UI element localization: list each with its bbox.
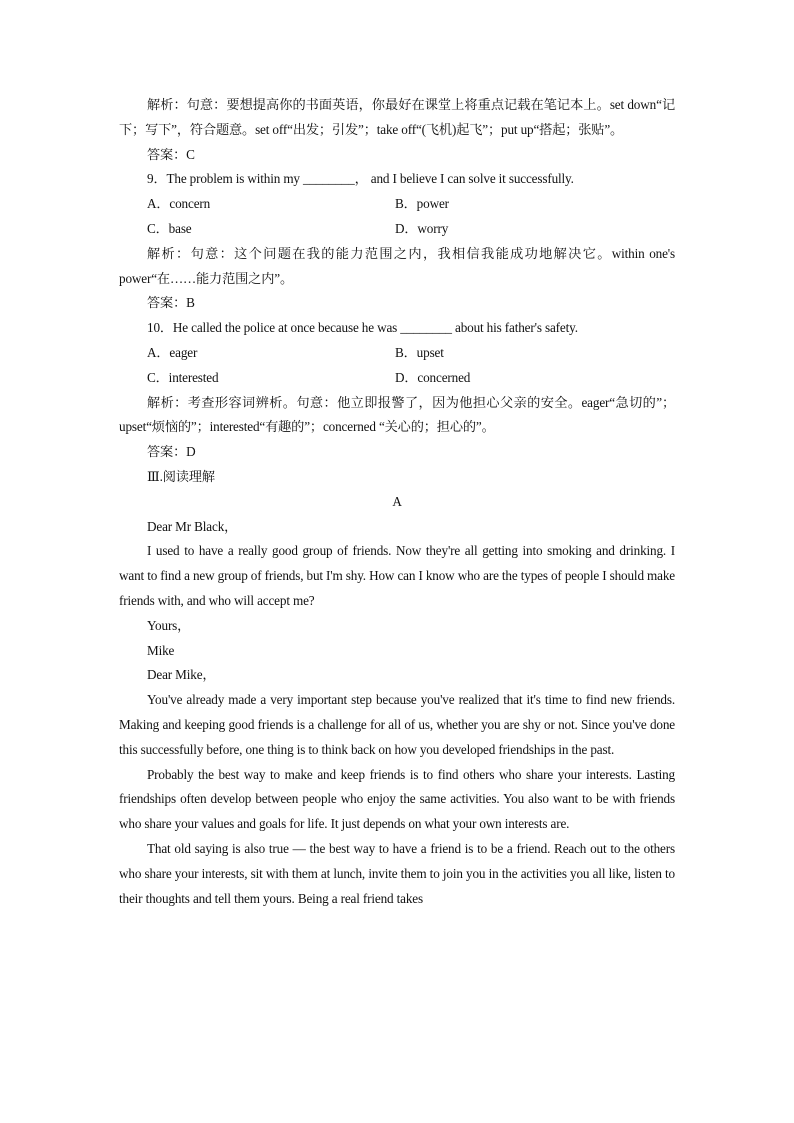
- option-d: D．worry: [395, 220, 449, 236]
- analysis-q10: 解析：考查形容词辨析。句意：他立即报警了，因为他担心父亲的安全。eager“急切的”；upset“烦恼的”；interested“有趣的”；concerned “关心的；担心的”。: [119, 394, 675, 435]
- passage-label: A: [392, 493, 402, 509]
- letter1-signature: Mike: [147, 642, 175, 658]
- letter2-paragraph: You've already made a very important step because you've realized that it's time to find new friends. Making and keeping good friends is a challenge for all of us, whether you are shy or not. Since you've done this successfully before, one thing is to think back on how you developed friendships in the past.: [119, 692, 675, 757]
- analysis-q9: 解析：句意：这个问题在我的能力范围之内，我相信我能成功地解决它。within one's power“在……能力范围之内”。: [119, 245, 675, 286]
- option-c: C．interested: [147, 369, 219, 385]
- options-q10-row2: [119, 366, 675, 391]
- options-q9: [119, 192, 675, 217]
- option-b: B．upset: [395, 344, 444, 360]
- options-q9-row2: [119, 217, 675, 242]
- letter2-paragraph: That old saying is also true — the best way to have a friend is to be a friend. Reach out to the others who share your interests, sit with them at lunch, invite them to join you in the activities you all like, listen to their thoughts and tell them yours. Being a real friend takes: [119, 840, 675, 906]
- letter1-greeting: Dear Mr Black，: [147, 518, 238, 534]
- analysis-q8: 解析：句意：要想提高你的书面英语，你最好在课堂上将重点记载在笔记本上。set down“记下；写下”，符合题意。set off“出发；引发”；take off“(飞机)起飞”；put up“搭起；张贴”。: [119, 97, 675, 137]
- question-10: 10．He called the police at once because he was ________ about his father's safety.: [147, 320, 578, 336]
- option-a: A．eager: [147, 344, 198, 360]
- option-c: C．base: [147, 220, 192, 236]
- letter1-closing: Yours，: [147, 617, 191, 633]
- document-content: [119, 93, 675, 911]
- letter2-greeting: Dear Mike，: [147, 667, 216, 683]
- answer-q9: 答案：B: [147, 295, 195, 311]
- option-b: B．power: [395, 196, 449, 212]
- answer-q8: 答案：C: [147, 146, 195, 162]
- option-d: D．concerned: [395, 369, 471, 385]
- answer-q10: 答案：D: [147, 444, 196, 460]
- letter1-body: I used to have a really good group of friends. Now they're all getting into smoking and drinking. I want to find a new group of friends, but I'm shy. How can I know who are the types of people I should make friends with, and who will accept me?: [119, 543, 675, 608]
- question-9: 9．The problem is within my ________， and I believe I can solve it successfully.: [147, 171, 574, 187]
- section-title: Ⅲ.阅读理解: [147, 468, 215, 484]
- letter2-paragraph: Probably the best way to make and keep friends is to find others who share your interests. Lasting friendships often develop between people who enjoy the same activities. You also want to be with friends who share your values and goals for life. It just depends on what your own interests are.: [119, 766, 675, 832]
- option-a: A．concern: [147, 196, 211, 212]
- options-q10: [119, 341, 675, 366]
